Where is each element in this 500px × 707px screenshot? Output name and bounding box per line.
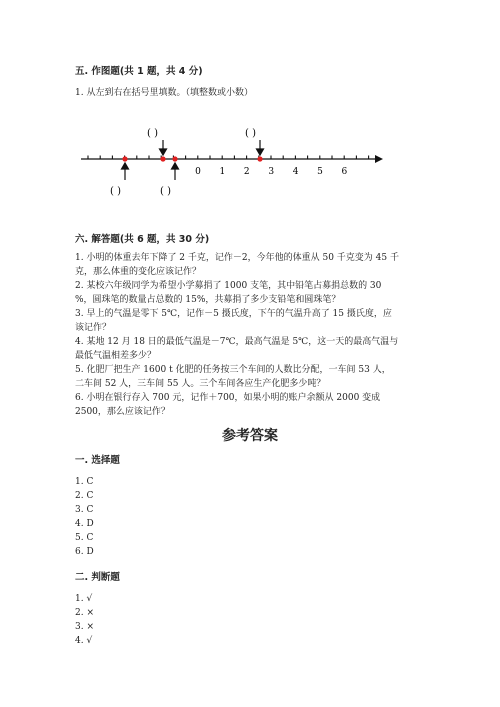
- answer-item: 4. √: [75, 636, 93, 646]
- tick-label: 2: [243, 167, 250, 177]
- question-line: 4. 某地 12 月 18 日的最低气温是－7℃，最高气温是 5℃，这一天的最高气温与: [75, 337, 399, 347]
- answer-paren-top-1: ( ): [147, 128, 158, 139]
- answer-paren-bottom-1: ( ): [110, 186, 121, 197]
- arrow-head-up-c: [172, 163, 179, 169]
- question-text: 1. 从左到右在括号里填数。（填整数或小数）: [75, 88, 253, 98]
- tick-label: 3: [268, 167, 275, 177]
- question-line: %，圆珠笔的数量占总数的 15%，共募捐了多少支铅笔和圆珠笔？: [75, 295, 341, 305]
- tick-label: 5: [317, 167, 323, 177]
- answer-paren-bottom-2: ( ): [160, 186, 171, 197]
- question-line: 该记作？: [75, 323, 112, 333]
- question-line: 5. 化肥厂把生产 1600 t 化肥的任务按三个车间的人数比分配，一车间 53 人，: [75, 365, 391, 375]
- question-line: 6. 小明在银行存入 700 元，记作＋700，如果小明的账户余额从 2000 变成: [75, 393, 381, 403]
- section-heading-drawing: 五. 作图题(共 1 题，共 4 分): [75, 66, 203, 77]
- point-a-marker: [122, 156, 127, 161]
- question-line: 二车间 52 人，三车间 55 人。三个车间各应生产化肥多少吨？: [75, 379, 326, 389]
- tick-label: 4: [292, 167, 299, 177]
- point-b-marker: [160, 156, 165, 161]
- choice-answers: [75, 475, 94, 559]
- answers-title: 参考答案: [222, 428, 278, 444]
- question-line: 2500，那么应该记作？: [75, 407, 170, 417]
- tick-label: 1: [219, 167, 226, 177]
- question-line: 1. 小明的体重去年下降了 2 千克，记作－2，今年他的体重从 50 千克变为 45 千: [75, 253, 399, 263]
- answers-choice-heading: 一. 选择题: [75, 455, 120, 466]
- tick-label: 6: [341, 167, 348, 177]
- question-line: 2. 某校六年级同学为希望小学募捐了 1000 支笔，其中铅笔占募捐总数的 30: [75, 281, 382, 291]
- question-line: 克，那么体重的变化应该记作？: [75, 267, 202, 277]
- judge-answers: [75, 592, 94, 648]
- answers-judge-heading: 二. 判断题: [75, 572, 120, 583]
- answer-item: 1. C: [75, 477, 94, 487]
- answer-item: 1. √: [75, 594, 93, 604]
- answer-paren-top-2: ( ): [245, 128, 256, 139]
- tick-label: 0: [195, 167, 201, 177]
- answer-item: 3. ×: [75, 622, 94, 632]
- point-d-marker: [257, 156, 262, 161]
- answer-item: 2. ×: [75, 608, 94, 618]
- solve-questions: [75, 251, 435, 419]
- section-heading-solve: 六. 解答题(共 6 题，共 30 分): [75, 234, 210, 245]
- answer-item: 5. C: [75, 533, 94, 543]
- question-line: 3. 早上的气温是零下 5℃，记作－5 摄氏度，下午的气温升高了 15 摄氏度，应: [75, 309, 392, 319]
- point-c-marker: [172, 156, 177, 161]
- answer-item: 2. C: [75, 491, 94, 501]
- answer-item: 4. D: [75, 519, 94, 529]
- arrow-head-down-d: [257, 149, 264, 155]
- question-line: 最低气温相差多少？: [75, 351, 157, 361]
- answer-item: 3. C: [75, 505, 94, 515]
- axis-arrow-head: [375, 155, 383, 163]
- arrow-head-up-a: [122, 163, 129, 169]
- tick-labels: [195, 167, 347, 177]
- answer-item: 6. D: [75, 547, 94, 557]
- arrow-head-down-b: [160, 149, 167, 155]
- number-line-figure: [75, 122, 385, 200]
